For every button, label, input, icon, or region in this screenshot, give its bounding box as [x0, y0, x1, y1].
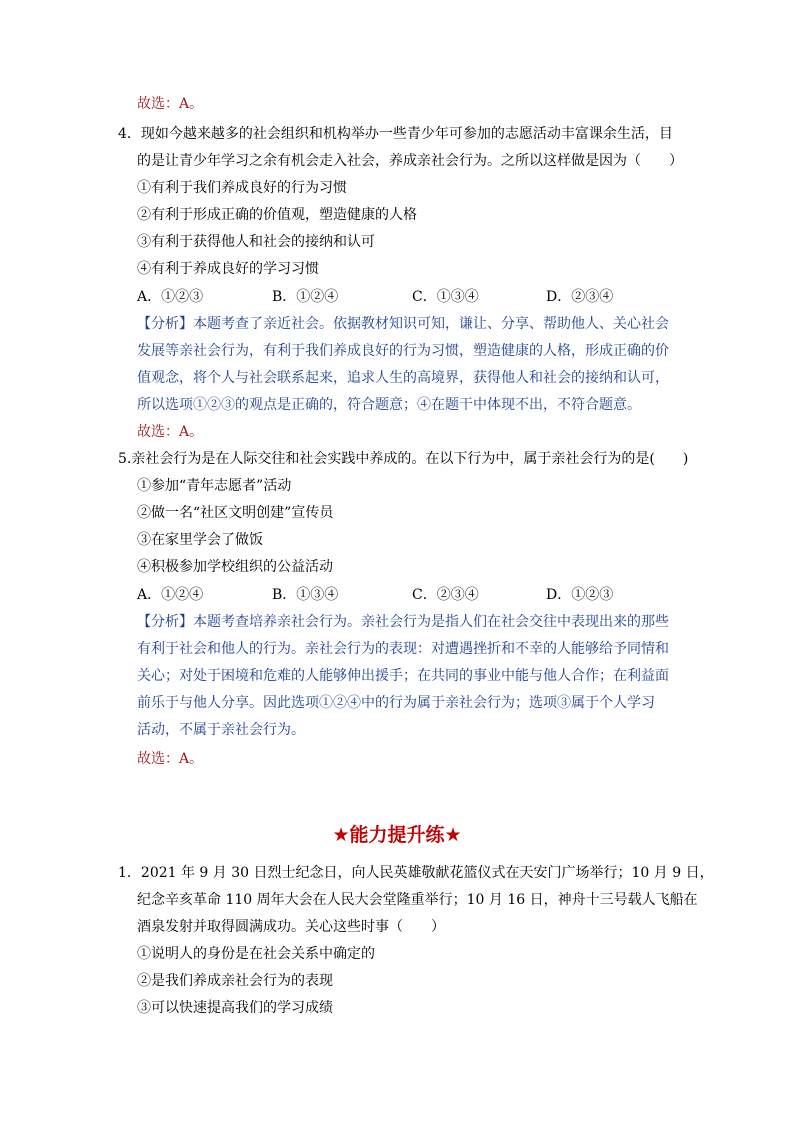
q4-item-4: ④有利于养成良好的学习习惯: [137, 261, 319, 277]
q4-item-1: ①有利于我们养成良好的行为习惯: [137, 180, 347, 196]
q5-item-1: ①参加“青年志愿者”活动: [137, 478, 292, 494]
q5-item-3: ③在家里学会了做饭: [137, 532, 263, 548]
q5-option-a: A．①②④: [137, 587, 204, 603]
q5-option-b: B．①③④: [272, 587, 339, 603]
q5-analysis-line5: 活动，不属于亲社会行为。: [137, 722, 305, 738]
q4-analysis-line2: 发展等亲社会行为，有利于我们养成良好的行为习惯，塑造健康的人格，形成正确的价: [137, 343, 669, 359]
q4-option-d: D．②③④: [546, 289, 614, 305]
q5-stem: 5.亲社会行为是在人际交往和社会实践中养成的。在以下行为中，属于亲社会行为的是( ): [118, 451, 689, 467]
q4-analysis-line3: 值观念，将个人与社会联系起来，追求人生的高境界，获得他人和社会的接纳和认可，: [137, 370, 669, 386]
q5-item-2: ②做一名“社区文明创建”宣传员: [137, 505, 334, 521]
q5-option-d: D．①②③: [546, 587, 614, 603]
q5-item-4: ④积极参加学校组织的公益活动: [137, 559, 333, 575]
p1-item-3: ③可以快速提高我们的学习成绩: [137, 1000, 333, 1016]
q5-analysis-line1: 【分析】本题考查培养亲社会行为。亲社会行为是指人们在社会交往中表现出来的那些: [137, 614, 669, 630]
q5-analysis-line2: 有利于社会和他人的行为。亲社会行为的表现：对遭遇挫折和不幸的人能够给予同情和: [137, 641, 669, 657]
p1-stem-line1: 1．2021 年 9 月 30 日烈士纪念日，向人民英雄敬献花篮仪式在天安门广场举行；10 月 9 日，: [118, 865, 714, 881]
section-title: ★能力提升练★: [332, 824, 462, 846]
q5-answer: 故选：A。: [137, 751, 204, 767]
q4-item-2: ②有利于形成正确的价值观，塑造健康的人格: [137, 207, 417, 223]
q4-analysis-line4: 所以选项①②③的观点是正确的，符合题意；④在题干中体现不出，不符合题意。: [137, 397, 641, 413]
q4-stem-line2: 的是让青少年学习之余有机会走入社会，养成亲社会行为。之所以这样做是因为（ ）: [137, 153, 683, 169]
p1-item-1: ①说明人的身份是在社会关系中确定的: [137, 946, 375, 962]
q5-analysis-line3: 关心；对处于困境和危难的人能够伸出援手；在共同的事业中能与他人合作；在利益面: [137, 668, 669, 684]
q4-item-3: ③有利于获得他人和社会的接纳和认可: [137, 234, 375, 250]
p1-stem-line2: 纪念辛亥革命 110 周年大会在人民大会堂隆重举行；10 月 16 日，神舟十三号载人飞船在: [137, 892, 698, 908]
q4-option-b: B．①②④: [272, 289, 339, 305]
q4-analysis-line1: 【分析】本题考查了亲近社会。依据教材知识可知，谦让、分享、帮助他人、关心社会: [137, 316, 669, 332]
q4-stem-line1: 4．现如今越来越多的社会组织和机构举办一些青少年可参加的志愿活动丰富课余生活，目: [118, 126, 673, 142]
q4-answer: 故选：A。: [137, 424, 204, 440]
answer-q3: 故选：A。: [137, 96, 204, 112]
p1-stem-line3: 酒泉发射并取得圆满成功。关心这些时事（ ）: [137, 919, 445, 935]
q5-options: [0, 585, 794, 605]
p1-item-2: ②是我们养成亲社会行为的表现: [137, 973, 333, 989]
q4-option-a: A．①②③: [137, 289, 204, 305]
q5-analysis-line4: 前乐于与他人分享。因此选项①②④中的行为属于亲社会行为；选项③属于个人学习: [137, 695, 655, 711]
q4-options: [0, 287, 794, 307]
q5-option-c: C．②③④: [412, 587, 479, 603]
q4-option-c: C．①③④: [412, 289, 479, 305]
